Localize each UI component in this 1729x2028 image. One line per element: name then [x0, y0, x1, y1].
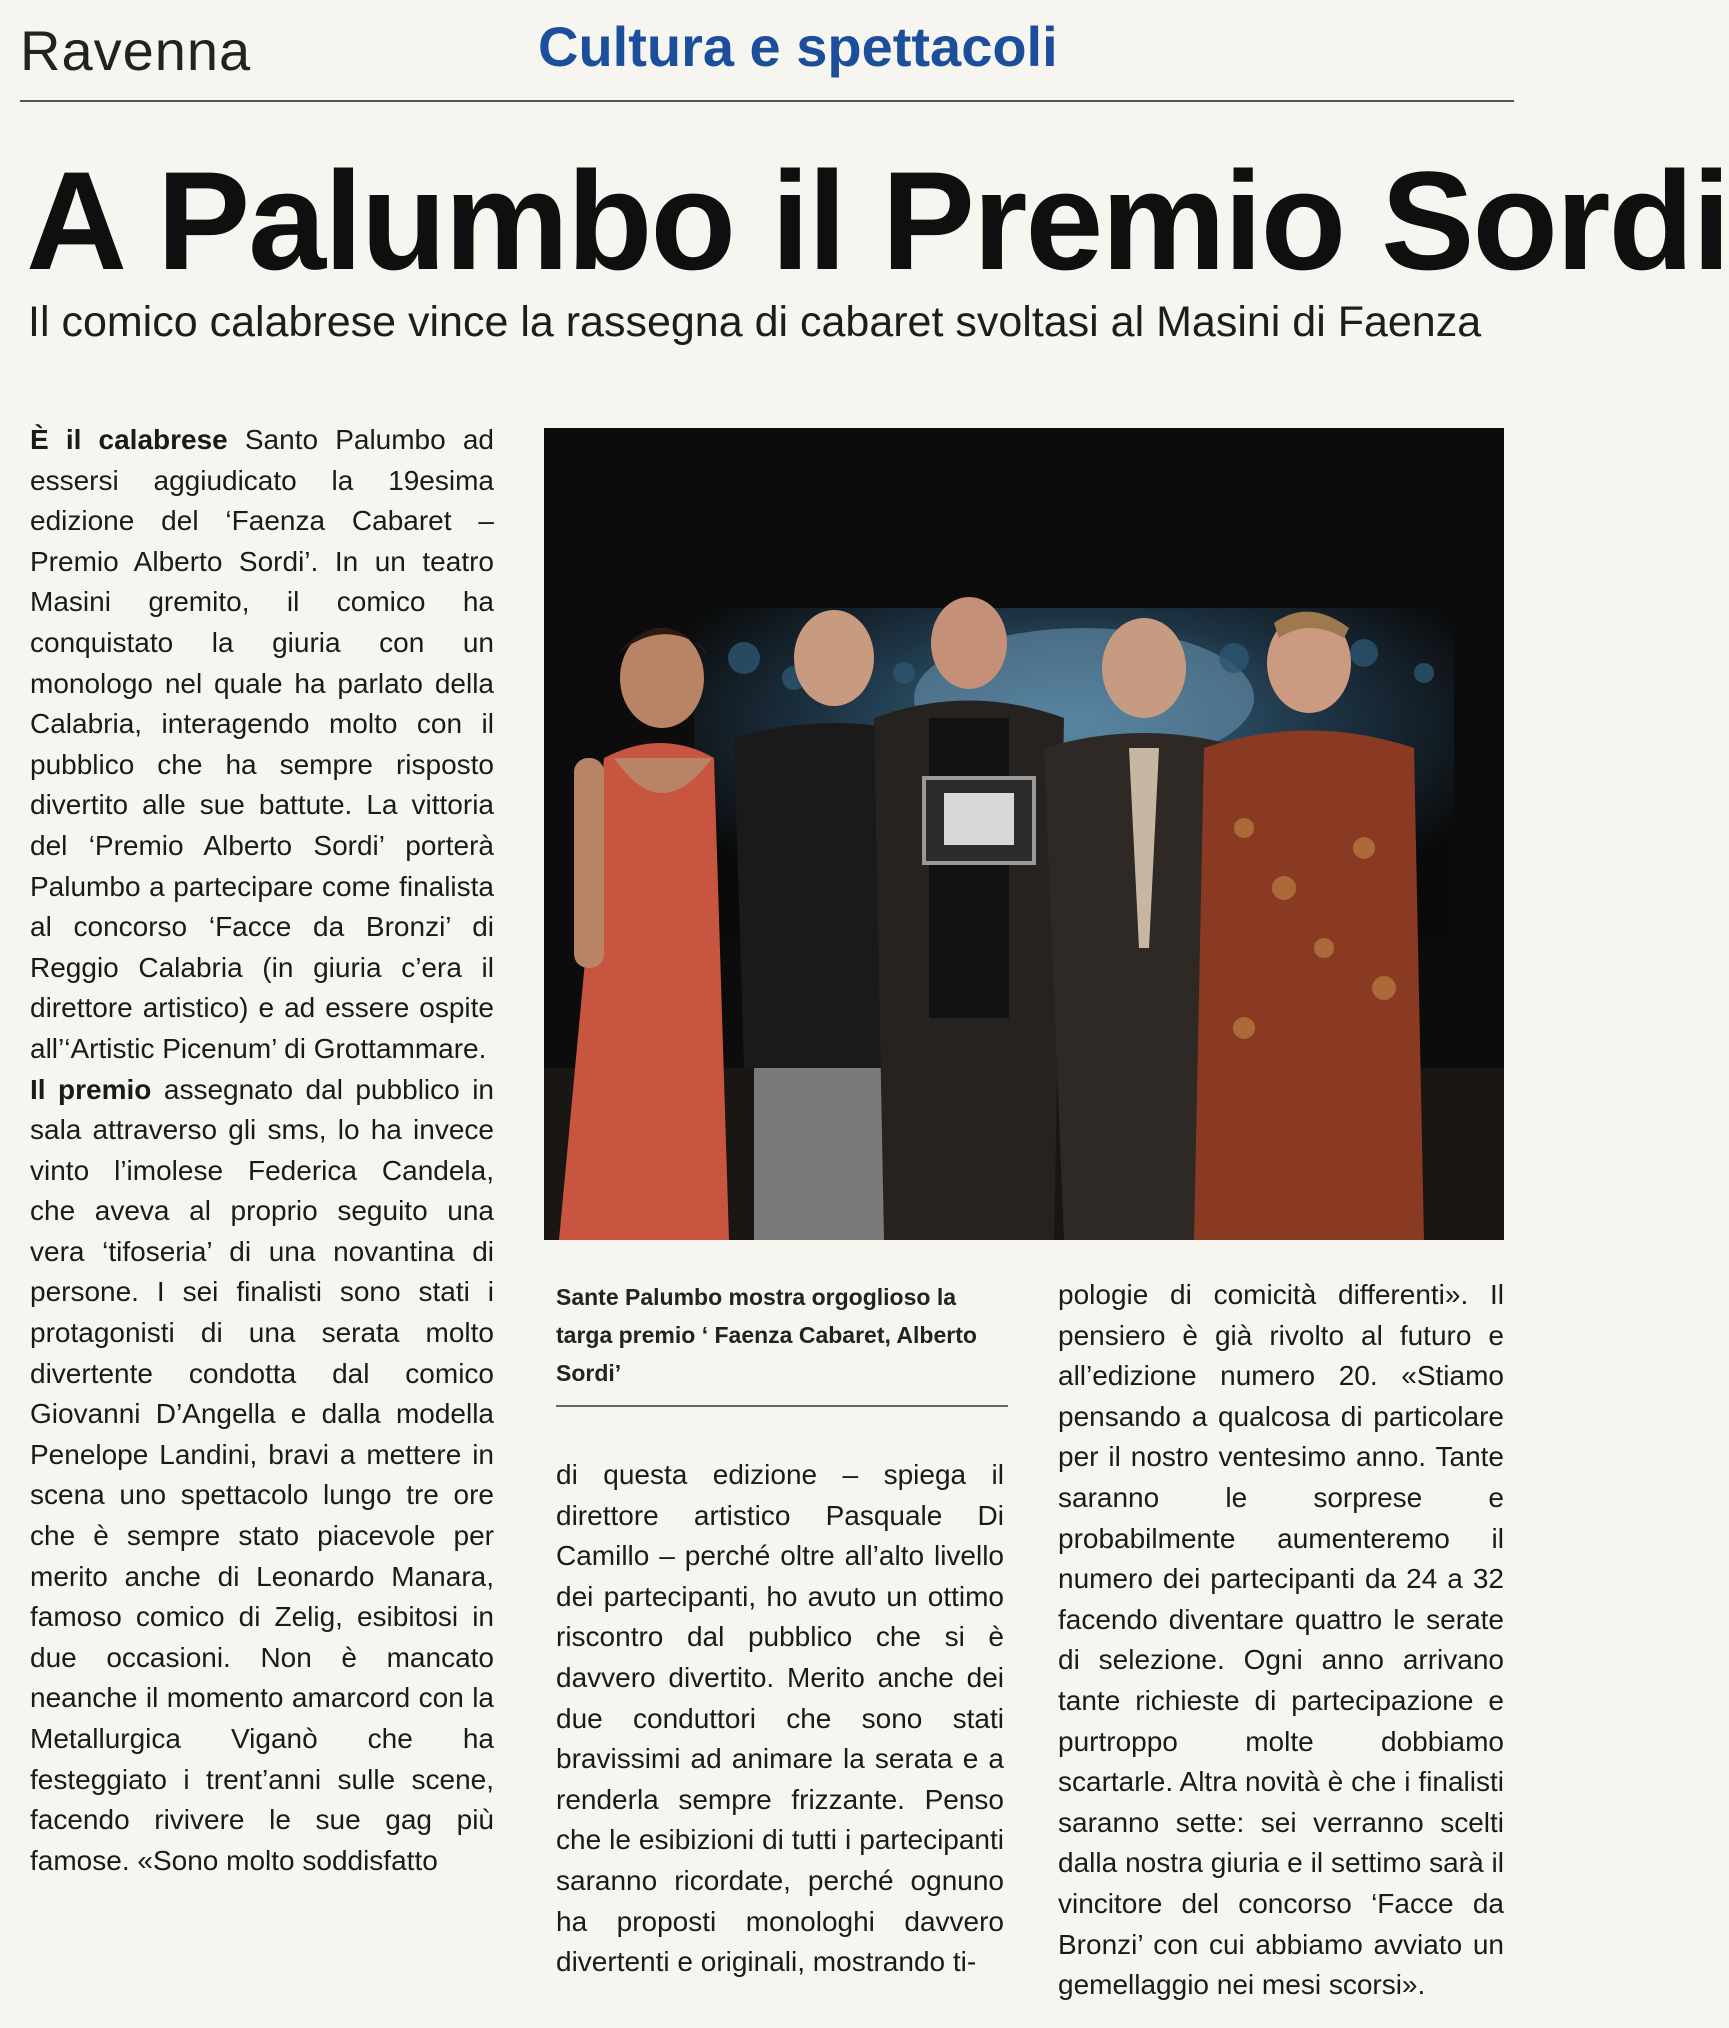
- paragraph-1: [30, 420, 494, 1070]
- header-rule: [20, 100, 1514, 102]
- article-column-3: [1058, 1275, 1504, 2006]
- photo-caption: Sante Palumbo mostra orgoglioso la targa premio ‘ Faenza Cabaret, Alberto Sordi’: [556, 1284, 977, 1386]
- award-photo: [544, 428, 1504, 1240]
- lead-in-1: È il calabrese: [30, 424, 228, 455]
- header-city: Ravenna: [20, 19, 252, 82]
- caption-rule: [556, 1405, 1008, 1407]
- headline: A Palumbo il Premio Sordi: [26, 142, 1729, 299]
- paragraph-2: [30, 1070, 494, 1882]
- subheadline: Il comico calabrese vince la rassegna di cabaret svoltasi al Masini di Faenza: [28, 298, 1482, 346]
- paragraph-1-text: Santo Palumbo ad essersi aggiudicato la 19esima edizione del ‘Faenza Cabaret – Premio Alberto Sordi’. In un teatro Masini gremito, il comico ha conquistato la giuria con un monologo nel quale ha parlato della Calabria, interagendo molto con il pubblico che ha sempre risposto divertito alle sue battute. La vittoria del ‘Premio Alberto Sordi’ porterà Palumbo a partecipare come finalista al concorso ‘Facce da Bronzi’ di Reggio Calabria (in giuria c’era il direttore artistico) e ad essere ospite all’‘Artistic Picenum’ di Grottammare.: [30, 424, 494, 1064]
- section-title: Cultura e spettacoli: [538, 15, 1058, 78]
- article-column-2: [556, 1455, 1004, 1983]
- award-photo-illustration: [544, 428, 1504, 1240]
- column-2-text: di questa edizione – spiega il direttore artistico Pasquale Di Camillo – perché oltre all’alto livello dei partecipanti, ho avuto un ottimo riscontro dal pubblico che si è davvero divertito. Merito anche dei due conduttori che sono stati bravissimi ad animare la serata e a renderla sempre frizzante. Penso che le esibizioni di tutti i partecipanti saranno ricordate, perché ognuno ha proposti monologhi davvero divertenti e originali, mostrando ti-: [556, 1459, 1004, 1978]
- lead-in-2: Il premio: [30, 1073, 152, 1105]
- article-column-1: [30, 420, 494, 1881]
- column-3-text: pologie di comicità differenti». Il pensiero è già rivolto al futuro e all’edizione numero 20. «Stiamo pensando a qualcosa di particolare per il nostro ventesimo anno. Tante saranno le sorprese e probabilmente aumenteremo il numero dei partecipanti da 24 a 32 facendo diventare quattro le serate di selezione. Ogni anno arrivano tante richieste di partecipazione e purtroppo molte dobbiamo scartarle. Altra novità è che i finalisti saranno sette: sei verranno scelti dalla nostra giuria e il settimo sarà il vincitore del concorso ‘Facce da Bronzi’ con cui abbiamo avviato un gemellaggio nei mesi scorsi».: [1058, 1279, 1504, 2001]
- paragraph-2-text: assegnato dal pubblico in sala attraverso gli sms, lo ha invece vinto l’imolese Federica Candela, che aveva al proprio seguito una vera ‘tifoseria’ di una novantina di persone. I sei finalisti sono stati i protagonisti di una serata molto divertente condotta dal comico Giovanni D’Angella e dalla modella Penelope Landini, bravi a mettere in scena uno spettacolo lungo tre ore che è sempre stato piacevole per merito anche di Leonardo Manara, famoso comico di Zelig, esibitosi in due occasioni. Non è mancato neanche il momento amarcord con la Metallurgica Viganò che ha festeggiato i trent’anni sulle scene, facendo rivivere le sue gag più famose. «Sono molto soddisfatto: [30, 1073, 494, 1876]
